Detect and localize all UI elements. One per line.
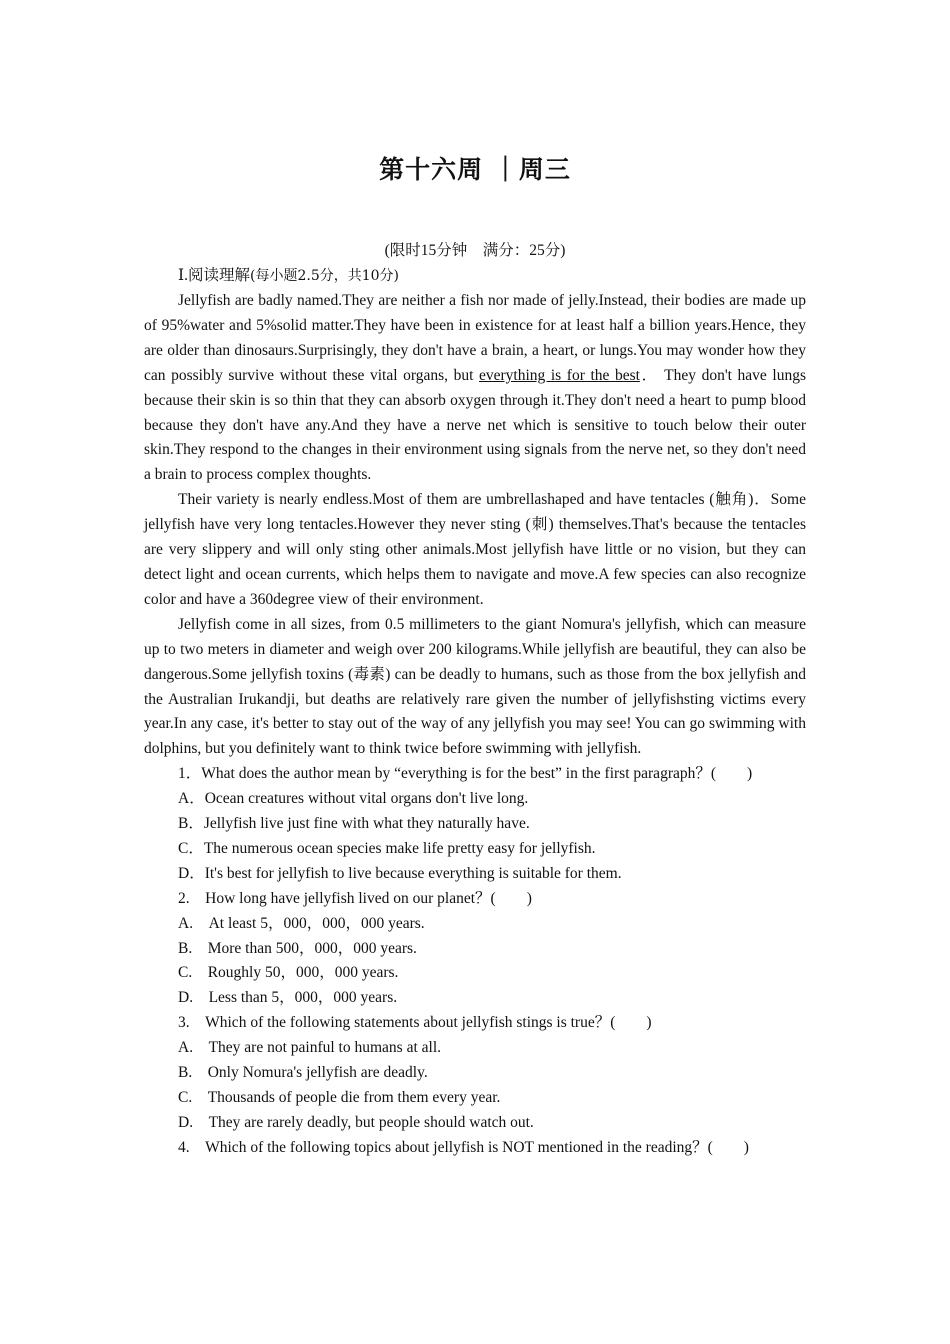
content-body <box>144 238 806 1161</box>
answer-option-c: C. Roughly 50，000，000 years. <box>178 964 399 982</box>
passage-p1-text-before: Jellyfish are badly named.They are neither a fish nor made of jelly.Instead, their bodies are made up of 95%water and 5%solid matter.They have been in existence for at least half a billion years.Hence, they are older than dinosaurs.Surprisingly, they don't have a brain, a heart, or lungs.You may wonder how they can possibly survive without these vital organs, but <box>144 292 806 384</box>
answer-option-a: A．Ocean creatures without vital organs don't live long. <box>178 790 529 808</box>
answer-option-b: B．Jellyfish live just fine with what they naturally have. <box>178 815 530 833</box>
question-2 <box>144 887 806 1012</box>
passage-paragraph-1 <box>144 289 806 488</box>
question-4 <box>144 1136 806 1161</box>
question-stem: 2. How long have jellyfish lived on our planet？( ) <box>178 889 532 907</box>
time-limit-subtitle: (限时15分钟 满分：25分) <box>384 242 566 259</box>
passage-paragraph-2: Their variety is nearly endless.Most of them are umbrellashaped and have tentacles (触角)．Some jellyfish have very long tentacles.However they never sting (刺) themselves.That's because the tentacles are very slippery and will only sting other animals.Most jellyfish have little or no vision, but they can detect light and ocean currents, which helps them to navigate and move.A few species can also recognize color and have a 360degree view of their environment. <box>144 491 806 608</box>
question-1 <box>144 762 806 887</box>
section-heading <box>144 263 806 289</box>
question-3 <box>144 1011 806 1136</box>
page-title: 第十六周 ｜周三 <box>379 155 571 184</box>
answer-option-b: B. More than 500，000，000 years. <box>178 939 417 957</box>
answer-option-c: C．The numerous ocean species make life pretty easy for jellyfish. <box>178 839 596 857</box>
answer-option-a: A. They are not painful to humans at all. <box>178 1039 442 1057</box>
answer-option-c: C. Thousands of people die from them every year. <box>178 1089 501 1106</box>
answer-option-a: A. At least 5，000，000，000 years. <box>178 914 425 932</box>
passage-paragraph-3: Jellyfish come in all sizes, from 0.5 millimeters to the giant Nomura's jellyfish, which can measure up to two meters in diameter and weigh over 200 kilograms.While jellyfish are beautiful, they can also be dangerous.Some jellyfish toxins (毒素) can be deadly to humans, such as those from the box jellyfish and the Australian Irukandji, but deaths are relatively rare given the number of jellyfishsting victims every year.In any case, it's better to stay out of the way of any jellyfish you may see! You can go swimming with dolphins, but you definitely want to think twice before swimming with jellyfish. <box>144 615 806 758</box>
underlined-phrase: everything is for the best <box>479 366 640 384</box>
answer-option-d: D. They are rarely deadly, but people should watch out. <box>178 1113 534 1131</box>
question-stem: 4. Which of the following topics about jellyfish is NOT mentioned in the reading？( ) <box>178 1138 749 1156</box>
section-score-note: (每小题2.5分，共10分) <box>250 268 400 284</box>
passage-p1-text-after: ． They don't have lungs because their skin is so thin that they can absorb oxygen through it.They don't need a heart to pump blood because they don't have any.And they have a nerve net which is sensitive to touch below their outer skin.They respond to the changes in their environment using signals from the nerve net, so they don't need a brain to process complex thoughts. <box>144 366 806 484</box>
section-heading-text: Ⅰ.阅读理解 <box>178 267 250 284</box>
question-stem: 1．What does the author mean by “everything is for the best” in the first paragraph？( ) <box>178 765 753 783</box>
answer-option-d: D. Less than 5，000，000 years. <box>178 989 398 1007</box>
answer-option-d: D．It's best for jellyfish to live because everything is suitable for them. <box>178 864 622 882</box>
answer-option-b: B. Only Nomura's jellyfish are deadly. <box>178 1064 428 1082</box>
question-stem: 3. Which of the following statements about jellyfish stings is true？( ) <box>178 1014 652 1032</box>
